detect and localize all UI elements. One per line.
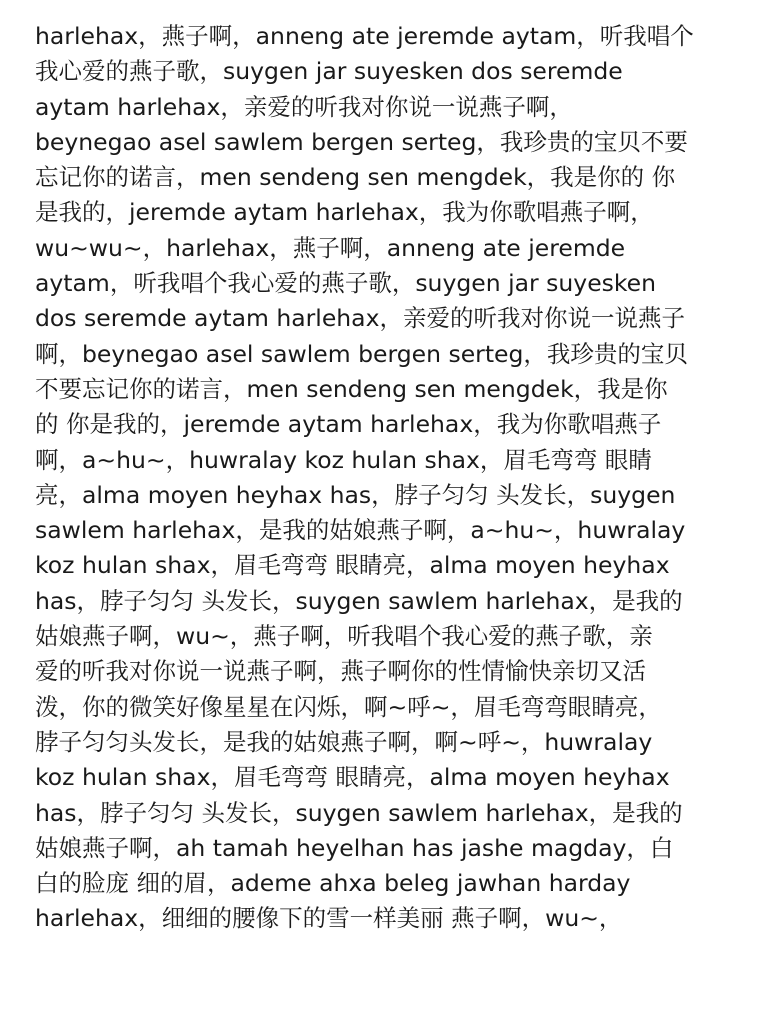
lyrics-text-block: [35, 19, 745, 937]
text-line: harlehax，燕子啊，anneng ate jeremde aytam，听我唱个: [35, 22, 694, 50]
text-line: 啊，beynegao asel sawlem bergen serteg，我珍贵的宝贝: [35, 339, 688, 368]
text-line: 白的脸庞 细的眉，ademe ahxa beleg jawhan harday: [35, 869, 631, 898]
text-line: 脖子匀匀头发长，是我的姑娘燕子啊，啊~呼~，huwralay: [35, 727, 653, 756]
text-line: dos seremde aytam harlehax，亲爱的听我对你说一说燕子: [35, 304, 685, 333]
text-line: beynegao asel sawlem bergen serteg，我珍贵的宝贝不要: [35, 127, 688, 156]
text-line: harlehax，细细的腰像下的雪一样美丽 燕子啊，wu~，: [35, 904, 623, 933]
text-line: aytam harlehax，亲爱的听我对你说一说燕子啊，: [35, 92, 573, 121]
text-line: 姑娘燕子啊，wu~，燕子啊，听我唱个我心爱的燕子歌，亲: [35, 622, 653, 651]
text-line: 是我的，jeremde aytam harlehax，我为你歌唱燕子啊，: [35, 198, 654, 227]
text-line: 爱的听我对你说一说燕子啊，燕子啊你的性情愉快亲切又活: [35, 657, 646, 686]
text-line: koz hulan shax，眉毛弯弯 眼睛亮，alma moyen heyhax: [35, 551, 670, 580]
text-line: 泼，你的微笑好像星星在闪烁，啊~呼~，眉毛弯弯眼睛亮，: [35, 692, 662, 721]
text-line: 的 你是我的，jeremde aytam harlehax，我为你歌唱燕子: [35, 410, 662, 439]
text-line: 不要忘记你的诺言，men sendeng sen mengdek，我是你: [35, 374, 668, 403]
text-line: koz hulan shax，眉毛弯弯 眼睛亮，alma moyen heyhax: [35, 763, 670, 792]
text-line: wu~wu~，harlehax，燕子啊，anneng ate jeremde: [35, 233, 626, 262]
text-line: 啊，a~hu~，huwralay koz hulan shax，眉毛弯弯 眼睛: [35, 445, 652, 474]
text-line: aytam，听我唱个我心爱的燕子歌，suygen jar suyesken: [35, 269, 657, 298]
text-line: 我心爱的燕子歌，suygen jar suyesken dos seremde: [35, 57, 623, 86]
text-line: 姑娘燕子啊，ah tamah heyelhan has jashe magday，白: [35, 833, 674, 862]
text-line: sawlem harlehax，是我的姑娘燕子啊，a~hu~，huwralay: [35, 516, 686, 545]
text-line: has，脖子匀匀 头发长，suygen sawlem harlehax，是我的: [35, 798, 683, 827]
text-line: has，脖子匀匀 头发长，suygen sawlem harlehax，是我的: [35, 586, 683, 615]
text-line: 忘记你的诺言，men sendeng sen mengdek，我是你的 你: [35, 163, 676, 192]
text-line: 亮，alma moyen heyhax has，脖子匀匀 头发长，suygen: [35, 480, 676, 509]
